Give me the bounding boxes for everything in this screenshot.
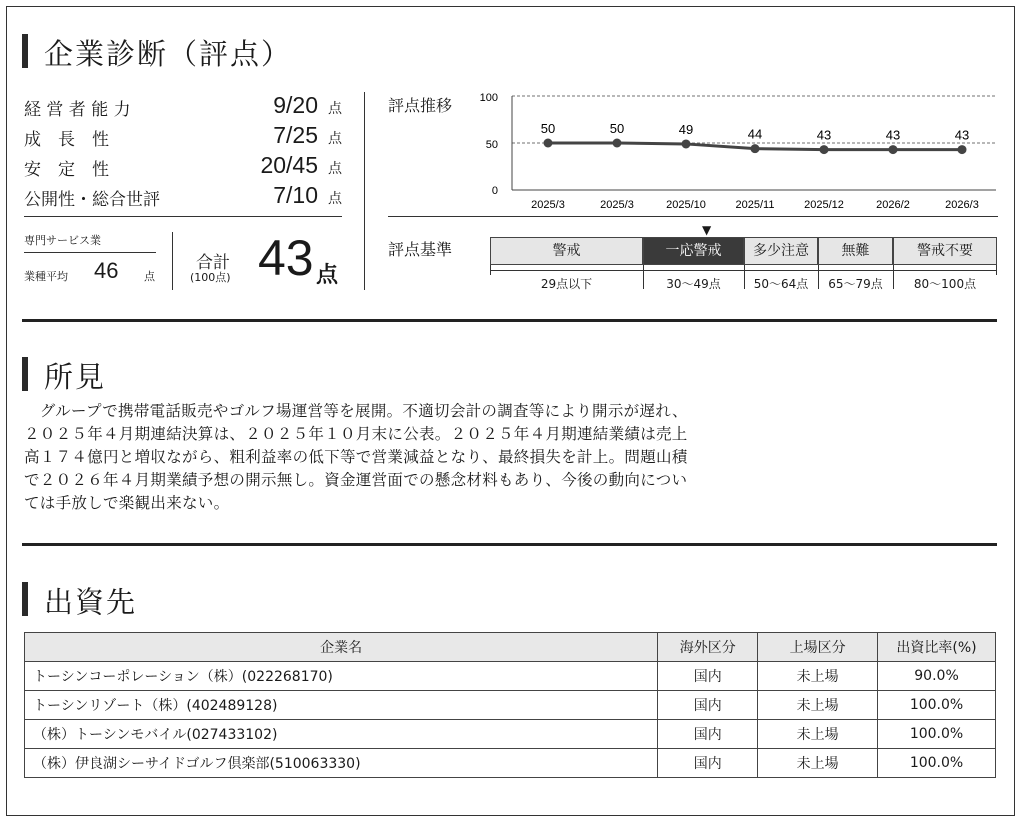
score-value: 7/25 (273, 122, 318, 148)
score-value: 7/10 (273, 182, 318, 208)
company-name: （株）トーシンモバイル(027433102) (25, 720, 658, 749)
data-point (958, 145, 967, 154)
x-tick-label: 2026/2 (876, 199, 910, 211)
x-tick-label: 2026/3 (945, 199, 979, 211)
header-company: 企業名 (25, 633, 658, 662)
section-separator (22, 319, 997, 322)
score-value: 9/20 (273, 92, 318, 118)
header-overseas: 海外区分 (658, 633, 758, 662)
data-label: 50 (609, 121, 625, 136)
score-row-reputation (24, 182, 342, 208)
y-tick-50: 50 (485, 139, 498, 151)
data-point (544, 139, 553, 148)
table-row (25, 749, 996, 778)
x-tick-label: 2025/10 (666, 199, 706, 211)
criteria-range-warning: 29点以下 (540, 277, 593, 291)
diagnosis-title-text: 企業診断（評点） (44, 37, 293, 71)
findings-text (24, 400, 834, 515)
company-name: トーシンコーポレーション（株）(022268170) (25, 662, 658, 691)
findings-section-title (22, 355, 322, 395)
data-point (820, 145, 829, 154)
listing-class: 未上場 (758, 720, 878, 749)
investment-ratio: 90.0% (878, 662, 996, 691)
industry-avg-label: 業種平均 (24, 270, 68, 283)
investment-ratio: 100.0% (878, 691, 996, 720)
findings-line: 高１７４億円と増収ながら、粗利益率の低下等で営業減益となり、最終損失を計上。問題山積 (24, 448, 688, 466)
x-tick-label: 2025/3 (600, 199, 634, 211)
investments-table (24, 632, 996, 778)
x-tick-label: 2025/11 (735, 199, 775, 211)
findings-line: グループで携帯電話販売やゴルフ場運営等を展開。不適切会計の調査等により開示が遅れ、 (24, 402, 688, 420)
table-row (25, 662, 996, 691)
total-label: 合計 (196, 253, 230, 273)
criteria-label: 評点基準 (388, 240, 453, 259)
investments-section-title (22, 580, 322, 620)
title-bar (22, 357, 28, 391)
data-label: 43 (954, 127, 970, 143)
findings-line: ２０２５年４月期連結決算は、２０２５年１０月末に公表。２０２５年４月期連結業績は売上 (24, 425, 688, 443)
title-bar (22, 34, 28, 68)
data-point (613, 139, 622, 148)
company-name: （株）伊良湖シーサイドゴルフ倶楽部(510063330) (25, 749, 658, 778)
criteria-slight-attention: 多少注意 (744, 237, 818, 265)
criteria-range-safe: 65～79点 (828, 277, 883, 291)
company-name: トーシンリゾート（株）(402489128) (25, 691, 658, 720)
score-row-management (24, 92, 342, 118)
score-unit: 点 (328, 101, 342, 117)
data-label: 43 (816, 127, 832, 143)
findings-line: で２０２６年４月期業績予想の開示無し。資金運営面での懸念材料もあり、今後の動向につい (24, 471, 688, 489)
criteria-safe: 無難 (818, 237, 893, 265)
data-label: 49 (678, 121, 694, 137)
industry-avg-value: 46 (94, 258, 119, 283)
data-label: 44 (747, 126, 763, 142)
diagnosis-section-title (22, 32, 422, 72)
criteria-warning: 警戒 (490, 237, 643, 265)
trend-label: 評点推移 (388, 96, 453, 115)
score-label: 成 長 性 (24, 130, 109, 150)
score-label: 公開性・総合世評 (24, 190, 160, 210)
listing-class: 未上場 (758, 749, 878, 778)
total-divider (172, 232, 173, 290)
y-tick-100: 100 (479, 92, 498, 104)
table-row (25, 720, 996, 749)
data-point (889, 145, 898, 154)
criteria-caution-active: 一応警戒 (643, 237, 744, 265)
criteria-range-no-warning: 80～100点 (913, 277, 977, 291)
panel-divider (364, 92, 365, 290)
range-tick (996, 265, 997, 275)
data-point (682, 139, 691, 148)
criteria-no-warning: 警戒不要 (893, 237, 997, 265)
industry-name: 専門サービス業 (24, 234, 101, 247)
score-divider (24, 216, 342, 217)
score-label: 安 定 性 (24, 160, 109, 180)
overseas-class: 国内 (658, 749, 758, 778)
score-unit: 点 (328, 161, 342, 177)
data-label: 43 (885, 127, 901, 143)
listing-class: 未上場 (758, 662, 878, 691)
header-ratio: 出資比率(%) (878, 633, 996, 662)
range-tick (490, 265, 491, 275)
industry-divider (24, 252, 156, 253)
overseas-class: 国内 (658, 662, 758, 691)
score-value: 20/45 (260, 152, 318, 178)
table-row (25, 691, 996, 720)
investments-title-text: 出資先 (44, 585, 138, 619)
investment-ratio: 100.0% (878, 749, 996, 778)
score-row-stability (24, 152, 342, 178)
score-unit: 点 (328, 191, 342, 207)
overseas-class: 国内 (658, 691, 758, 720)
criteria-range-slight: 50～64点 (753, 277, 809, 291)
total-value: 43 (258, 230, 314, 286)
total-sub: (100点) (190, 271, 231, 284)
criteria-marker-icon: ▼ (702, 223, 712, 237)
overseas-class: 国内 (658, 720, 758, 749)
findings-line: ては手放しで楽観出来ない。 (24, 494, 230, 512)
score-unit: 点 (328, 131, 342, 147)
criteria-range-caution: 30～49点 (666, 277, 721, 291)
score-row-growth (24, 122, 342, 148)
industry-avg-unit: 点 (144, 270, 155, 283)
x-tick-label: 2025/3 (531, 199, 565, 211)
total-unit: 点 (316, 263, 339, 288)
listing-class: 未上場 (758, 691, 878, 720)
trend-chart (470, 86, 1000, 218)
header-listing: 上場区分 (758, 633, 878, 662)
table-header-row (25, 633, 996, 662)
y-tick-0: 0 (491, 185, 498, 197)
findings-title-text: 所見 (44, 360, 107, 394)
investment-ratio: 100.0% (878, 720, 996, 749)
data-label: 50 (540, 121, 556, 136)
score-label: 経 営 者 能 力 (24, 100, 131, 120)
data-point (751, 144, 760, 153)
title-bar (22, 582, 28, 616)
section-separator (22, 543, 997, 546)
x-tick-label: 2025/12 (804, 199, 844, 211)
chart-criteria-divider (388, 216, 998, 217)
